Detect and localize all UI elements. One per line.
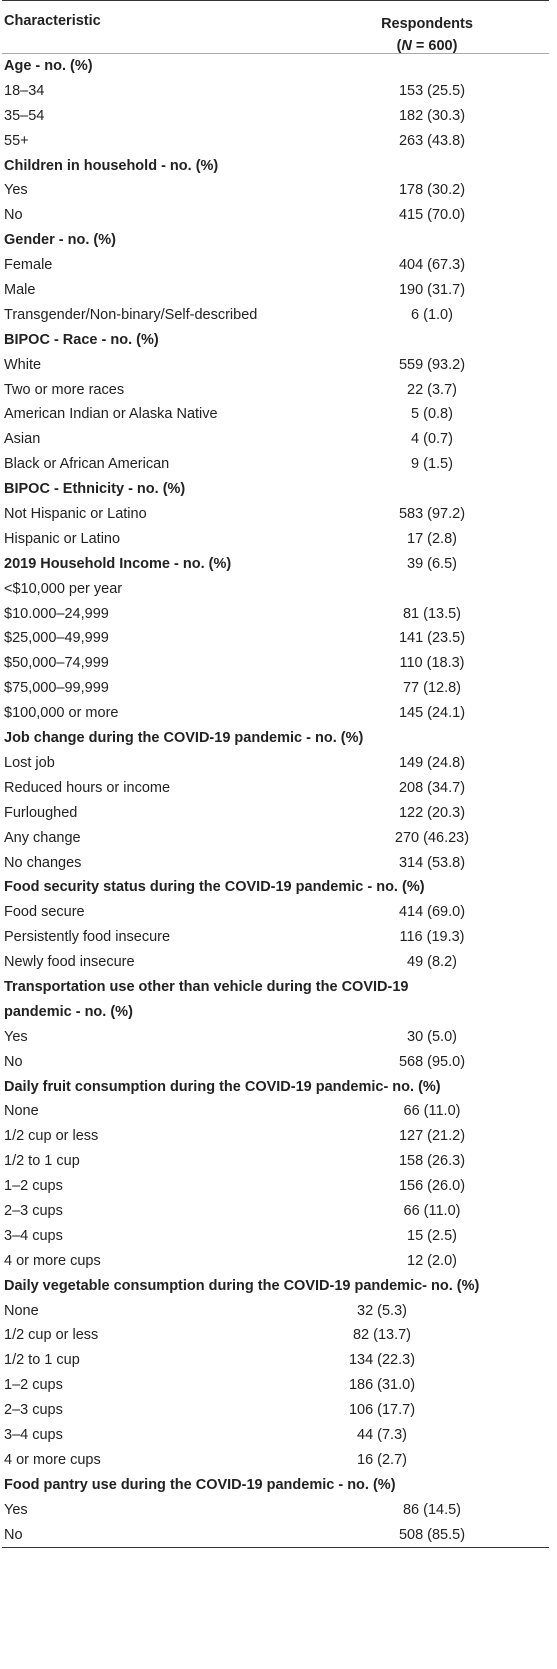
row-label: 1–2 cups <box>4 1377 63 1394</box>
header-characteristic: Characteristic <box>4 13 101 29</box>
section-row <box>2 54 549 79</box>
row-label: No changes <box>4 854 82 871</box>
row-label: <$10,000 per year <box>4 580 123 597</box>
section-row <box>2 477 549 502</box>
table-row <box>2 378 549 403</box>
table-row <box>2 1050 549 1075</box>
row-label: 3–4 cups <box>4 1427 63 1443</box>
row-label: $100,000 or more <box>4 705 119 722</box>
row-value: 5 (0.8) <box>411 406 453 423</box>
table-row <box>2 1373 549 1398</box>
table-row <box>2 1498 549 1523</box>
row-label: $50,000–74,999 <box>4 655 109 672</box>
row-label: 1/2 to 1 cup <box>4 1153 80 1170</box>
header-respondents <box>372 13 482 57</box>
row-value: 508 (85.5) <box>398 1526 466 1543</box>
row-label: White <box>4 356 42 373</box>
table-row <box>2 1448 549 1473</box>
row-value: 4 (0.7) <box>411 431 453 448</box>
table-row <box>2 402 549 427</box>
row-label: Transgender/Non-binary/Self-described <box>4 306 258 323</box>
row-value: 49 (8.2) <box>407 954 457 971</box>
row-value: 81 (13.5) <box>402 605 462 622</box>
section-row <box>2 726 549 751</box>
table-row <box>2 1299 549 1324</box>
row-label: 2–3 cups <box>4 1402 63 1419</box>
row-value: 134 (22.3) <box>348 1352 416 1369</box>
row-label: $75,000–99,999 <box>4 680 109 697</box>
row-label: 1/2 cup or less <box>4 1128 99 1145</box>
row-label: 4 or more cups <box>4 1451 101 1468</box>
table-row <box>2 676 549 701</box>
table-row <box>2 1348 549 1373</box>
row-value: 158 (26.3) <box>398 1153 466 1170</box>
header-respondents-label: Respondents <box>381 16 473 32</box>
table-row <box>2 900 549 925</box>
row-value: 127 (21.2) <box>398 1128 466 1145</box>
row-value: 145 (24.1) <box>398 705 466 722</box>
row-label: Persistently food insecure <box>4 929 171 946</box>
section-label: Food security status during the COVID-19 pandemic - no. (%) <box>4 879 425 896</box>
row-value: 9 (1.5) <box>411 456 453 473</box>
table-row <box>2 502 549 527</box>
table-row <box>2 925 549 950</box>
characteristics-table <box>2 0 549 1548</box>
table-row <box>2 751 549 776</box>
table-row <box>2 427 549 452</box>
row-value: 82 (13.7) <box>352 1327 412 1344</box>
row-label: $10.000–24,999 <box>4 605 109 622</box>
section-row <box>2 1075 549 1100</box>
row-value: 415 (70.0) <box>398 207 466 224</box>
row-value: 44 (7.3) <box>357 1427 407 1443</box>
row-label: 3–4 cups <box>4 1227 63 1244</box>
row-label: 2–3 cups <box>4 1202 63 1219</box>
row-label: Yes <box>4 1501 28 1518</box>
row-value: 208 (34.7) <box>398 779 466 796</box>
row-label: 1–2 cups <box>4 1178 63 1195</box>
section-label: Gender - no. (%) <box>4 232 116 249</box>
row-value: 12 (2.0) <box>407 1252 457 1269</box>
row-label: Newly food insecure <box>4 954 135 971</box>
table-row <box>2 353 549 378</box>
row-value: 110 (18.3) <box>399 655 465 672</box>
row-value: 32 (5.3) <box>357 1302 407 1319</box>
row-value: 270 (46.23) <box>394 829 470 846</box>
row-value: 568 (95.0) <box>398 1053 466 1070</box>
table-row <box>2 527 549 552</box>
section-row <box>2 1473 549 1498</box>
table-row <box>2 253 549 278</box>
row-label: 4 or more cups <box>4 1252 101 1269</box>
row-label: American Indian or Alaska Native <box>4 406 218 423</box>
section-label: Children in household - no. (%) <box>4 157 219 174</box>
section-row <box>2 154 549 179</box>
row-value: 116 (19.3) <box>399 929 465 946</box>
table-row <box>2 278 549 303</box>
row-value: 178 (30.2) <box>398 182 466 199</box>
row-value: 77 (12.8) <box>402 680 462 697</box>
section-label: Food pantry use during the COVID-19 pandemic - no. (%) <box>4 1476 396 1493</box>
row-value: 404 (67.3) <box>398 257 466 274</box>
table-row <box>2 801 549 826</box>
table-row <box>2 776 549 801</box>
row-label: Furloughed <box>4 804 78 821</box>
table-row <box>2 452 549 477</box>
row-label: None <box>4 1103 39 1120</box>
row-label: Male <box>4 282 36 299</box>
header-n: (N = 600) <box>396 38 458 54</box>
table-header <box>2 1 549 54</box>
section-label: BIPOC - Ethnicity - no. (%) <box>4 481 186 498</box>
table-row <box>2 79 549 104</box>
row-value: 86 (14.5) <box>402 1501 462 1518</box>
section-label: Daily fruit consumption during the COVID-19 pandemic- no. (%) <box>4 1078 441 1095</box>
section-row <box>2 228 549 253</box>
row-label: 18–34 <box>4 82 45 99</box>
row-label: No <box>4 207 23 224</box>
table-row <box>2 129 549 154</box>
section-label: BIPOC - Race - no. (%) <box>4 331 159 348</box>
row-label: 55+ <box>4 132 29 149</box>
table-row <box>2 1124 549 1149</box>
section-label: Daily vegetable consumption during the COVID-19 pandemic- no. (%) <box>4 1277 480 1294</box>
table-row <box>2 602 549 627</box>
row-value: 149 (24.8) <box>398 754 466 771</box>
table-row <box>2 178 549 203</box>
row-value: 17 (2.8) <box>407 530 457 547</box>
table-body <box>2 54 549 1547</box>
row-value: 559 (93.2) <box>398 356 466 373</box>
table-row <box>2 950 549 975</box>
row-value: 22 (3.7) <box>407 381 457 398</box>
section-label: Age - no. (%) <box>4 58 93 74</box>
section-row <box>2 552 549 577</box>
row-label: Black or African American <box>4 456 170 473</box>
row-value: 6 (1.0) <box>411 306 453 323</box>
row-value: 106 (17.7) <box>348 1402 416 1419</box>
section-row <box>2 1274 549 1299</box>
row-value: 66 (11.0) <box>403 1103 461 1120</box>
section-row <box>2 875 549 900</box>
row-value: 182 (30.3) <box>398 107 466 124</box>
table-row <box>2 851 549 876</box>
row-label: No <box>4 1053 23 1070</box>
row-value: 39 (6.5) <box>407 555 457 572</box>
table-row <box>2 1199 549 1224</box>
table-row <box>2 1224 549 1249</box>
row-value: 153 (25.5) <box>398 82 466 99</box>
table-row <box>2 1323 549 1348</box>
table-row <box>2 1099 549 1124</box>
section-label: Job change during the COVID-19 pandemic - no. (%) <box>4 730 364 747</box>
table-row <box>2 203 549 228</box>
row-label: None <box>4 1302 39 1319</box>
table-row <box>2 104 549 129</box>
row-label: Yes <box>4 182 28 199</box>
row-value: 263 (43.8) <box>398 132 466 149</box>
table-row <box>2 577 549 602</box>
table-row <box>2 701 549 726</box>
table-row <box>2 1025 549 1050</box>
table-row <box>2 826 549 851</box>
table-row <box>2 1423 549 1448</box>
section-row <box>2 328 549 353</box>
row-value: 15 (2.5) <box>407 1227 457 1244</box>
section-label: Transportation use other than vehicle during the COVID-19 pandemic - no. (%) <box>4 978 409 1020</box>
row-value: 314 (53.8) <box>398 854 466 871</box>
table-row <box>2 1398 549 1423</box>
table-row <box>2 1249 549 1274</box>
row-value: 156 (26.0) <box>398 1178 466 1195</box>
table-row <box>2 626 549 651</box>
row-label: No <box>4 1526 23 1543</box>
row-value: 190 (31.7) <box>398 282 466 299</box>
row-value: 583 (97.2) <box>398 506 466 523</box>
row-label: Yes <box>4 1028 28 1045</box>
row-label: $25,000–49,999 <box>4 630 109 647</box>
row-label: Female <box>4 257 53 274</box>
row-label: Any change <box>4 829 81 846</box>
row-label: 1/2 cup or less <box>4 1327 99 1344</box>
section-label: 2019 Household Income - no. (%) <box>4 555 232 572</box>
table-row <box>2 1174 549 1199</box>
table-row <box>2 1149 549 1174</box>
section-row <box>2 975 549 1025</box>
row-label: 1/2 to 1 cup <box>4 1352 80 1369</box>
row-value: 186 (31.0) <box>348 1377 416 1394</box>
row-value: 141 (23.5) <box>398 630 466 647</box>
row-label: Not Hispanic or Latino <box>4 506 147 523</box>
row-value: 16 (2.7) <box>357 1451 407 1468</box>
row-label: Lost job <box>4 754 55 771</box>
table-row <box>2 303 549 328</box>
row-label: Asian <box>4 431 41 448</box>
row-label: Hispanic or Latino <box>4 530 121 547</box>
table-bottom-rule <box>2 1547 549 1548</box>
row-value: 414 (69.0) <box>398 904 466 921</box>
row-value: 30 (5.0) <box>407 1028 457 1045</box>
row-value: 66 (11.0) <box>403 1202 461 1219</box>
table-row <box>2 1523 549 1548</box>
row-label: Two or more races <box>4 381 125 398</box>
table-row <box>2 651 549 676</box>
row-label: 35–54 <box>4 107 45 124</box>
row-value: 122 (20.3) <box>398 804 466 821</box>
row-label: Reduced hours or income <box>4 779 171 796</box>
row-label: Food secure <box>4 904 85 921</box>
